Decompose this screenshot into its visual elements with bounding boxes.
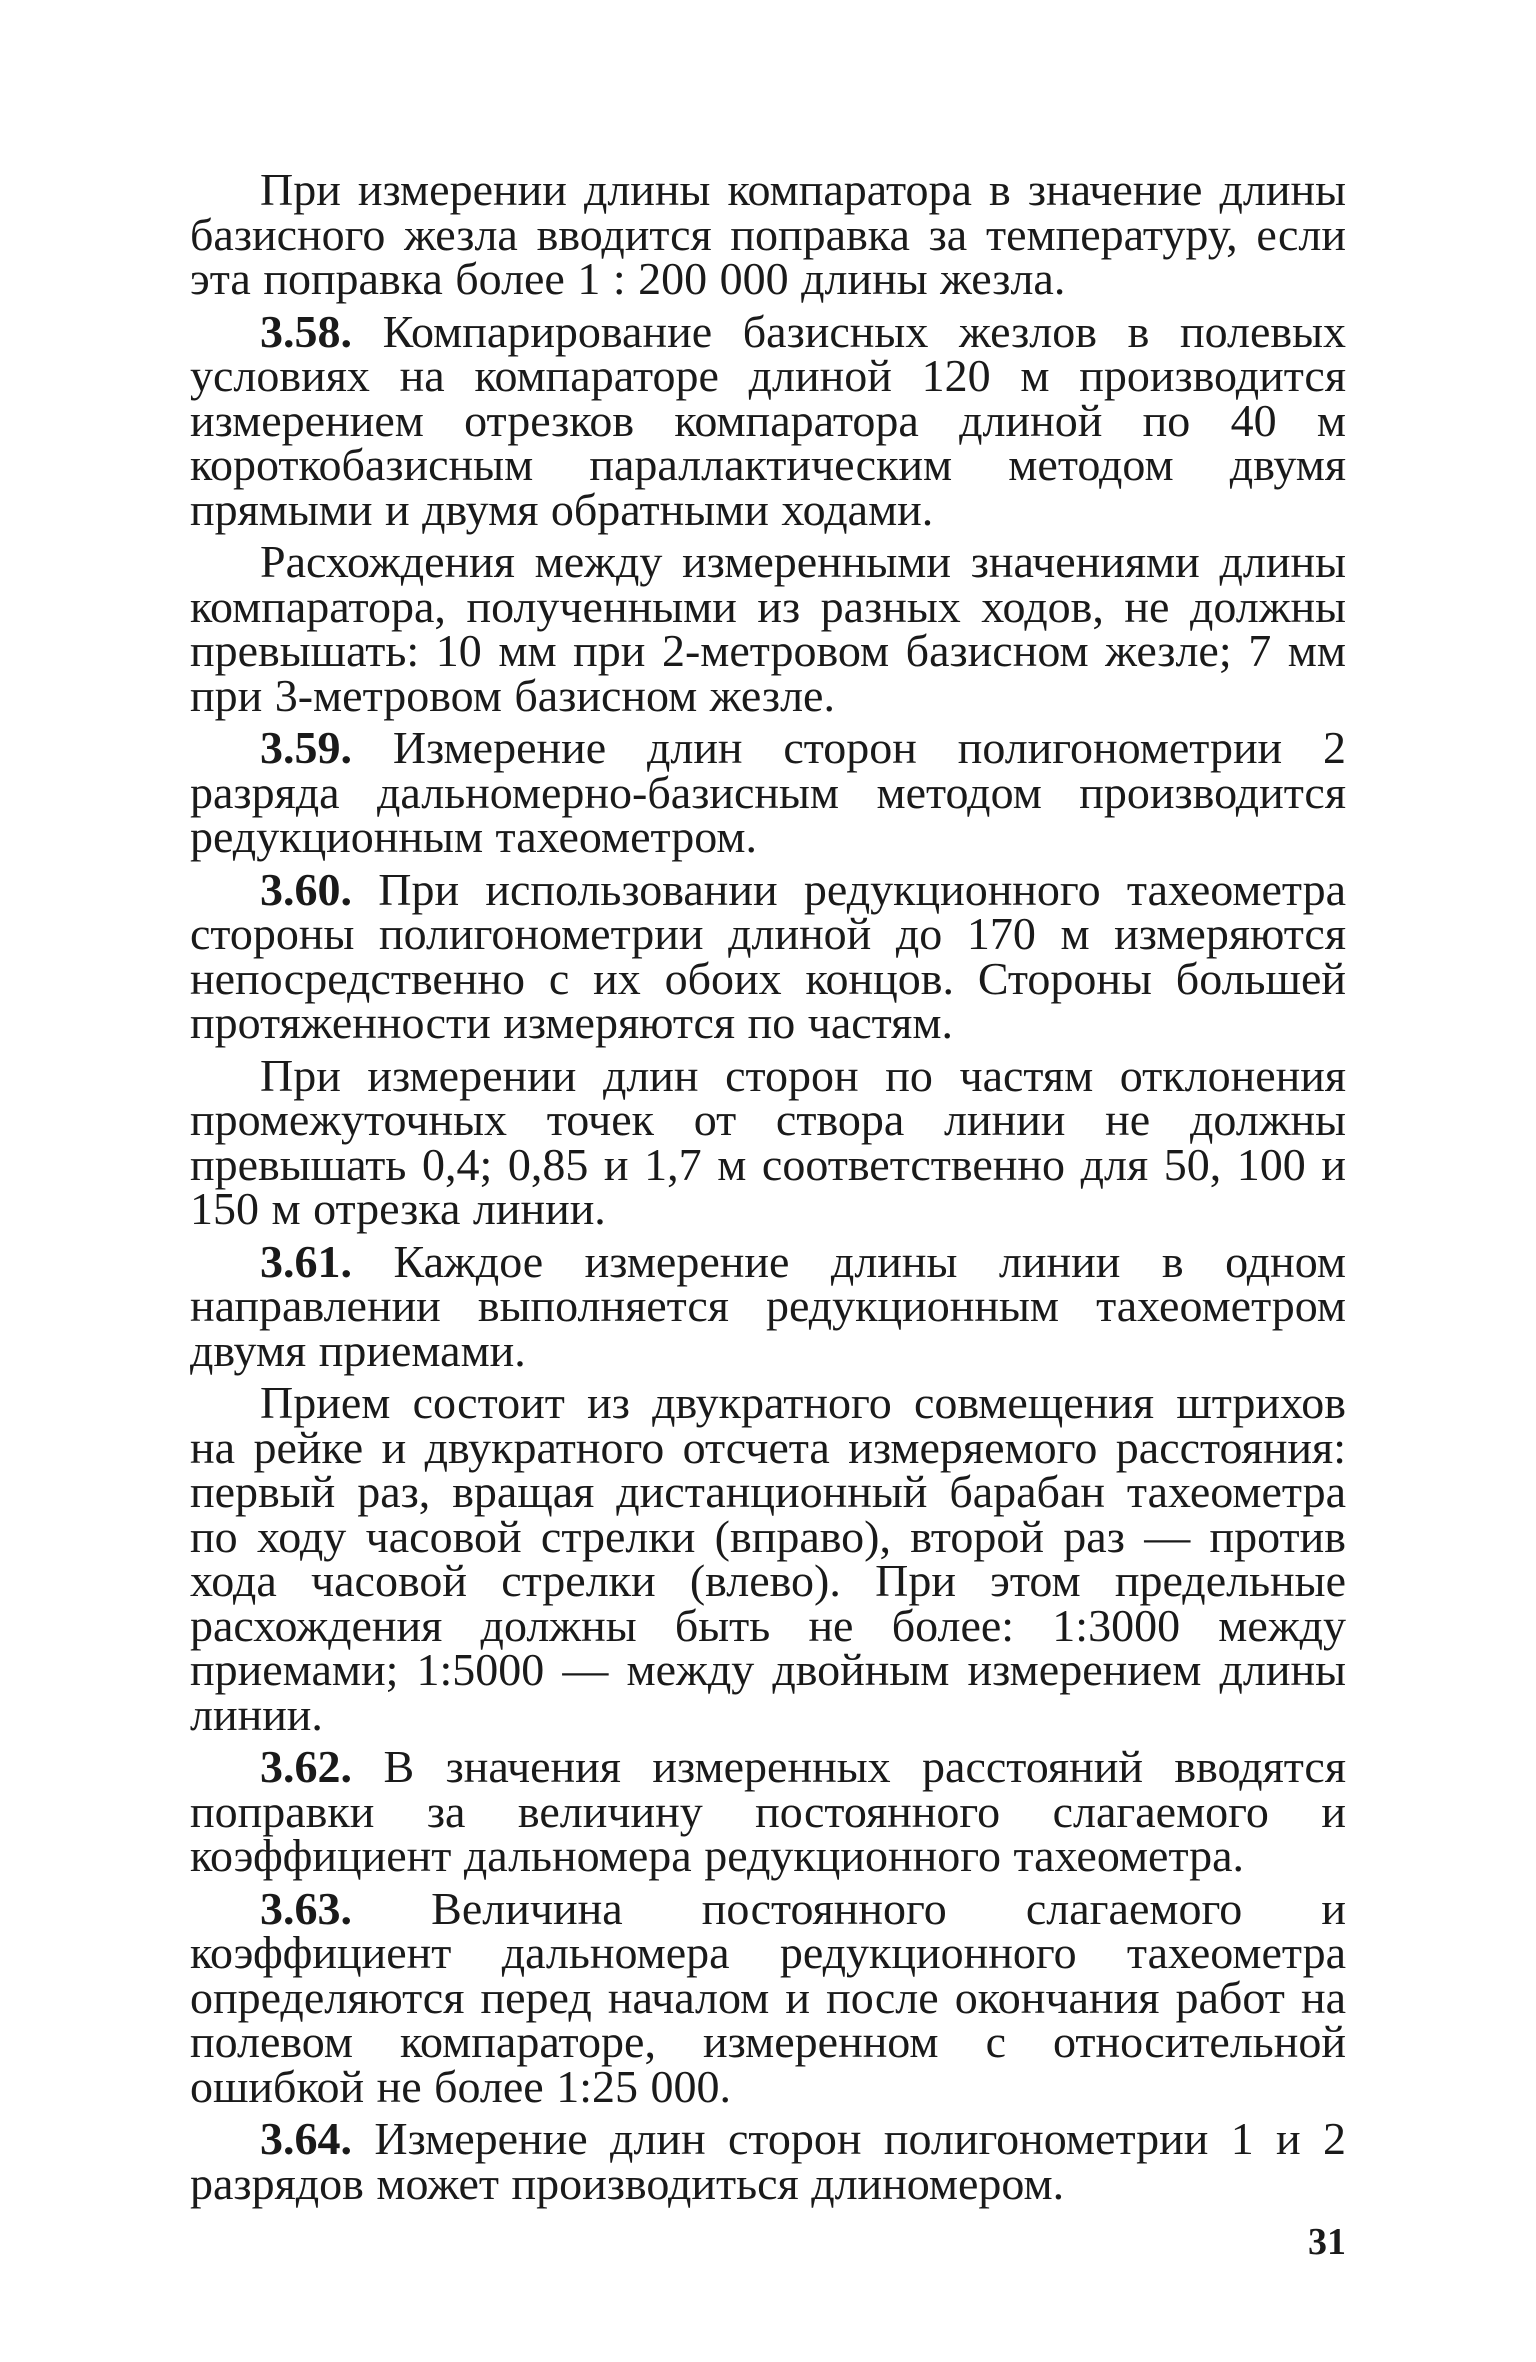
paragraph-text: При измерении длины компаратора в значение длины базисного жезла вводится поправка за температуру, если эта поправка более 1 : 200 000 длины жезла. xyxy=(190,164,1346,304)
clause-number: 3.62. xyxy=(260,1741,352,1792)
clause-number: 3.59. xyxy=(260,722,352,773)
paragraph-text: Расхождения между измеренными значениями длины компаратора, полученными из разных ходов, не должны превышать: 10 мм при 2-метровом базисном жезле; 7 мм при 3-метровом базисном жезле. xyxy=(190,536,1346,721)
clause-number: 3.61. xyxy=(260,1235,352,1287)
clause-number: 3.64. xyxy=(260,2113,352,2164)
paragraph-text: Каждое измерение длины линии в одном направлении выполняется редукционным тахеометром двумя приемами. xyxy=(190,1235,1347,1376)
paragraph-text: При измерении длин сторон по частям отклонения промежуточных точек от створа линии не должны превышать 0,4; 0,85 и 1,7 м соответственно для 50, 100 и 150 м отрезка линии. xyxy=(190,1049,1346,1234)
paragraph-text: При использовании редукционного тахеометра стороны полигонометрии длиной до 170 м измеряются непосредственно с их обоих концов. Стороны большей протяженности измеряются по частям. xyxy=(190,863,1346,1048)
page-number: 31 xyxy=(1308,2221,1346,2263)
paragraph-deviations xyxy=(190,1049,1346,1234)
paragraph-text: Измерение длин сторон полигонометрии 2 разряда дальномерно-базисным методом производится редукционным тахеометром. xyxy=(190,722,1346,862)
document-body xyxy=(190,164,1347,2209)
paragraph-text: Компарирование базисных жезлов в полевых условиях на компараторе длиной 120 м производится измерением отрезков компаратора длиной по 40 м короткобазисным параллактическим методом двумя прямыми и двумя обратными ходами. xyxy=(190,305,1346,535)
clause-3-63 xyxy=(190,1882,1346,2112)
clause-3-62 xyxy=(190,1741,1346,1881)
clause-3-58 xyxy=(190,305,1346,535)
paragraph-text: Прием состоит из двукратного совмещения штрихов на рейке и двукратного отсчета измеряемого расстояния: первый раз, вращая дистанционный барабан тахеометра по ходу часовой стрелки (вправо), второй раз — против хода часовой стрелки (влево). При этом предельные расхождения должны быть не более: 1:3000 между приемами; 1:5000 — между двойным измерением длины линии. xyxy=(190,1377,1346,1740)
paragraph-text: В значения измеренных расстояний вводятся поправки за величину постоянного слагаемого и коэффициент дальномера редукционного тахеометра. xyxy=(190,1741,1346,1881)
clause-number: 3.63. xyxy=(260,1882,352,1934)
clause-3-60 xyxy=(190,863,1346,1048)
paragraph-method xyxy=(190,1377,1346,1740)
paragraph-text: Величина постоянного слагаемого и коэффициент дальномера редукционного тахеометра определяются перед началом и после окончания работ на полевом компараторе, измеренном с относительной ошибкой не более 1:25 000. xyxy=(190,1882,1346,2112)
clause-3-61 xyxy=(190,1235,1347,1376)
clause-number: 3.60. xyxy=(260,863,352,915)
clause-number: 3.58. xyxy=(260,305,352,357)
paragraph-text: Измерение длин сторон полигонометрии 1 и 2 разрядов может производиться длиномером. xyxy=(190,2113,1347,2209)
clause-3-64 xyxy=(190,2113,1347,2209)
paragraph-length-correction xyxy=(190,164,1346,304)
clause-3-59 xyxy=(190,722,1346,862)
paragraph-discrepancies xyxy=(190,536,1346,721)
